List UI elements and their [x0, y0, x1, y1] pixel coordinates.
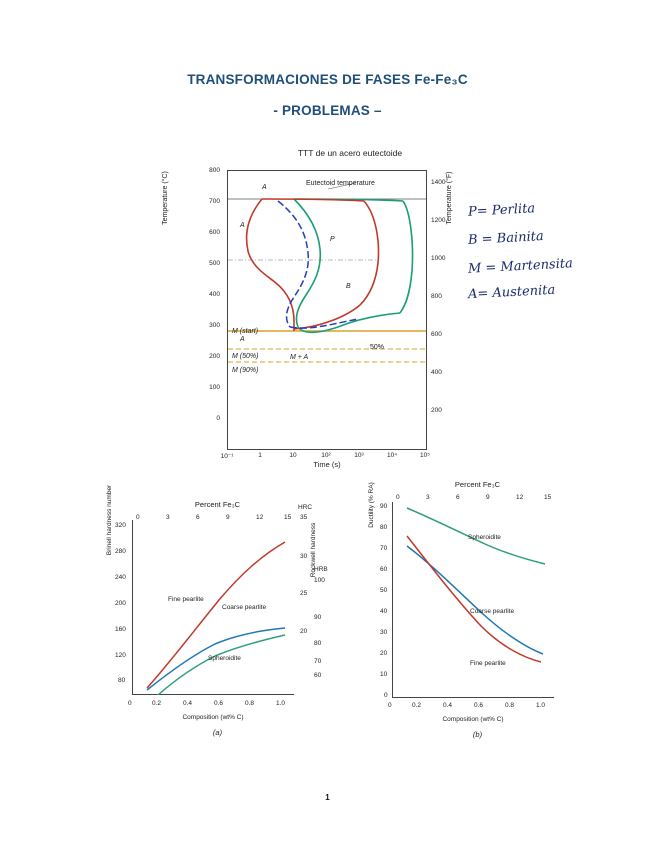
figure-b-xtick: 1.0	[536, 702, 546, 709]
ttt-caption: TTT de un acero eutectoide	[297, 148, 403, 158]
figure-b-ytick: 50	[380, 587, 388, 594]
figure-b-ytick: 0	[384, 692, 388, 699]
figure-b-ytick: 30	[380, 629, 388, 636]
figure-a-ytick: 200	[115, 600, 126, 607]
ttt-ytick-left: 700	[209, 198, 220, 205]
figure-a-plot-area	[132, 520, 294, 695]
figure-b-top-tick: 12	[516, 494, 524, 501]
ttt-xlabel: Time (s)	[313, 460, 341, 469]
figure-b-ytick: 80	[380, 524, 388, 531]
figure-b-curves	[393, 502, 555, 698]
ttt-annotation-50pct: 50%	[370, 344, 385, 351]
figure-a-xlabel: Composition (wt% C)	[182, 714, 244, 721]
figure-a-hrc-label: HRC	[298, 504, 313, 511]
ttt-annotation-eutectoid: Eutectoid temperature	[306, 180, 375, 187]
figure-b-top-tick: 9	[486, 494, 490, 501]
figure-a-hrb-tick: 80	[314, 640, 322, 647]
figure-a-hrc-tick: 35	[300, 514, 308, 521]
figure-b-series-label-fine-pearlite: Fine pearlite	[470, 660, 506, 667]
page-title-line2: - PROBLEMAS –	[273, 103, 382, 118]
ttt-xtick: 10⁴	[386, 452, 398, 459]
figure-a-top-tick: 15	[284, 514, 292, 521]
ttt-xtick: 1	[258, 452, 262, 459]
figure-b-xtick: 0.2	[412, 702, 422, 709]
ttt-curves	[228, 171, 426, 449]
figure-a-ytick: 320	[115, 522, 126, 529]
figure-a-ylabel-right: Rockwell hardness	[310, 522, 317, 578]
figure-b-top-tick: 6	[456, 494, 460, 501]
figure-b-ytick: 70	[380, 545, 388, 552]
figure-a-xtick: 0.8	[245, 700, 255, 707]
figure-a-ytick: 80	[118, 677, 126, 684]
figure-b-ytick: 10	[380, 671, 388, 678]
ttt-ytick-right: 1400	[431, 179, 446, 186]
figure-a-xtick: 0.4	[183, 700, 193, 707]
figure-a-curves	[133, 520, 295, 695]
figure-a-xtick: 1.0	[276, 700, 286, 707]
ttt-xtick: 10⁻¹	[220, 453, 234, 460]
figure-a-top-tick: 3	[166, 514, 170, 521]
figure-b-ytick: 40	[380, 608, 388, 615]
ttt-xtick: 10³	[354, 452, 364, 459]
ttt-diagram	[162, 148, 480, 478]
ttt-plot-area	[227, 170, 427, 450]
figure-a-ytick: 280	[115, 548, 126, 555]
figure-b-xtick: 0.6	[474, 702, 484, 709]
ttt-ytick-left: 0	[216, 415, 220, 422]
ttt-annotation-m90: M (90%)	[232, 367, 259, 374]
ttt-ytick-right: 200	[431, 407, 442, 414]
ttt-ytick-left: 300	[209, 322, 220, 329]
figure-a-xtick: 0.2	[152, 700, 162, 707]
ttt-ytick-left: 100	[209, 384, 220, 391]
figure-b-ytick: 20	[380, 650, 388, 657]
figure-b-top-tick: 0	[396, 494, 400, 501]
ttt-annotation-mstart: M (start)	[232, 328, 259, 335]
ttt-annotation-a1: A	[262, 184, 267, 191]
ttt-xtick: 10²	[321, 452, 331, 459]
figure-a-title: Percent Fe₃C	[194, 500, 241, 509]
ttt-xtick: 10	[289, 452, 297, 459]
ttt-ytick-right: 600	[431, 331, 442, 338]
ttt-ytick-right: 1000	[431, 255, 446, 262]
figure-b-xlabel: Composition (wt% C)	[442, 716, 504, 723]
ttt-ylabel-right: Temperature (°F)	[446, 171, 453, 225]
figure-b-xtick: 0.8	[505, 702, 515, 709]
figure-a-hrc-tick: 30	[300, 553, 308, 560]
figure-a-top-tick: 9	[226, 514, 230, 521]
page-title-line1: TRANSFORMACIONES DE FASES Fe-Fe₃C	[187, 72, 468, 87]
page-number: 1	[325, 793, 330, 802]
figure-a-top-tick: 0	[136, 514, 140, 521]
figure-b-series-label-coarse-pearlite: Coarse pearlite	[470, 608, 515, 615]
ttt-ytick-right: 800	[431, 293, 442, 300]
ttt-ytick-right: 1200	[431, 217, 446, 224]
figure-a-hrc-tick: 25	[300, 590, 308, 597]
ttt-ytick-left: 800	[209, 167, 220, 174]
figure-a-xtick: 0	[128, 700, 132, 707]
figure-a-hrc-tick: 20	[300, 628, 308, 635]
ttt-ytick-left: 500	[209, 260, 220, 267]
ttt-annotation-m50: M (50%)	[232, 353, 259, 360]
ttt-annotation-m-plus-a: M + A	[290, 354, 309, 361]
figure-a	[106, 484, 328, 765]
ttt-ytick-right: 400	[431, 369, 442, 376]
ttt-ytick-left: 200	[209, 353, 220, 360]
figure-a-top-tick: 12	[256, 514, 264, 521]
figure-b-title: Percent Fe₃C	[454, 480, 501, 489]
ttt-ylabel-left: Temperature (°C)	[162, 171, 169, 225]
figure-b-xtick: 0	[388, 702, 392, 709]
ttt-annotation-p: P	[330, 236, 335, 243]
figure-a-series-label-coarse-pearlite: Coarse pearlite	[222, 604, 267, 611]
ttt-annotation-a2: A	[240, 222, 245, 229]
figure-a-hrb-tick: 60	[314, 672, 322, 679]
figure-b	[370, 480, 585, 765]
figure-a-sublabel: (a)	[212, 728, 223, 737]
ttt-ytick-left: 400	[209, 291, 220, 298]
ttt-xtick: 10⁵	[420, 452, 430, 459]
handwritten-legend-martensita: M = Martensita	[467, 256, 574, 277]
figure-b-ytick: 60	[380, 566, 388, 573]
figure-b-top-tick: 15	[544, 494, 552, 501]
figure-b-top-tick: 3	[426, 494, 430, 501]
figure-a-ylabel: Brinell hardness number	[106, 484, 113, 556]
figure-a-hrb-label: HRB	[314, 566, 328, 573]
figure-a-ytick: 120	[115, 652, 126, 659]
figure-b-ylabel: Ductility (% RA)	[368, 482, 375, 528]
figure-b-xtick: 0.4	[443, 702, 453, 709]
ttt-annotation-b: B	[346, 283, 351, 290]
figure-a-ytick: 240	[115, 574, 126, 581]
figure-a-hrb-tick: 100	[314, 577, 325, 584]
figure-a-hrb-tick: 90	[314, 614, 322, 621]
figure-b-plot-area	[392, 502, 554, 698]
figure-b-ytick: 90	[380, 503, 388, 510]
handwritten-legend-perlita: P= Perlita	[467, 201, 536, 220]
figure-a-ytick: 160	[115, 626, 126, 633]
figure-a-hrb-tick: 70	[314, 658, 322, 665]
figure-b-series-label-spheroidite: Spheroidite	[468, 534, 501, 541]
figure-a-top-tick: 6	[196, 514, 200, 521]
figure-a-series-label-spheroidite: Spheroidite	[208, 655, 241, 662]
figure-a-series-label-fine-pearlite: Fine pearlite	[168, 596, 204, 603]
figure-b-sublabel: (b)	[472, 730, 483, 739]
handwritten-legend-bainita: B = Bainita	[467, 229, 545, 248]
figure-a-xtick: 0.6	[214, 700, 224, 707]
handwritten-legend-austenita: A= Austenita	[467, 282, 556, 303]
ttt-annotation-a3: A	[240, 336, 245, 343]
ttt-ytick-left: 600	[209, 229, 220, 236]
